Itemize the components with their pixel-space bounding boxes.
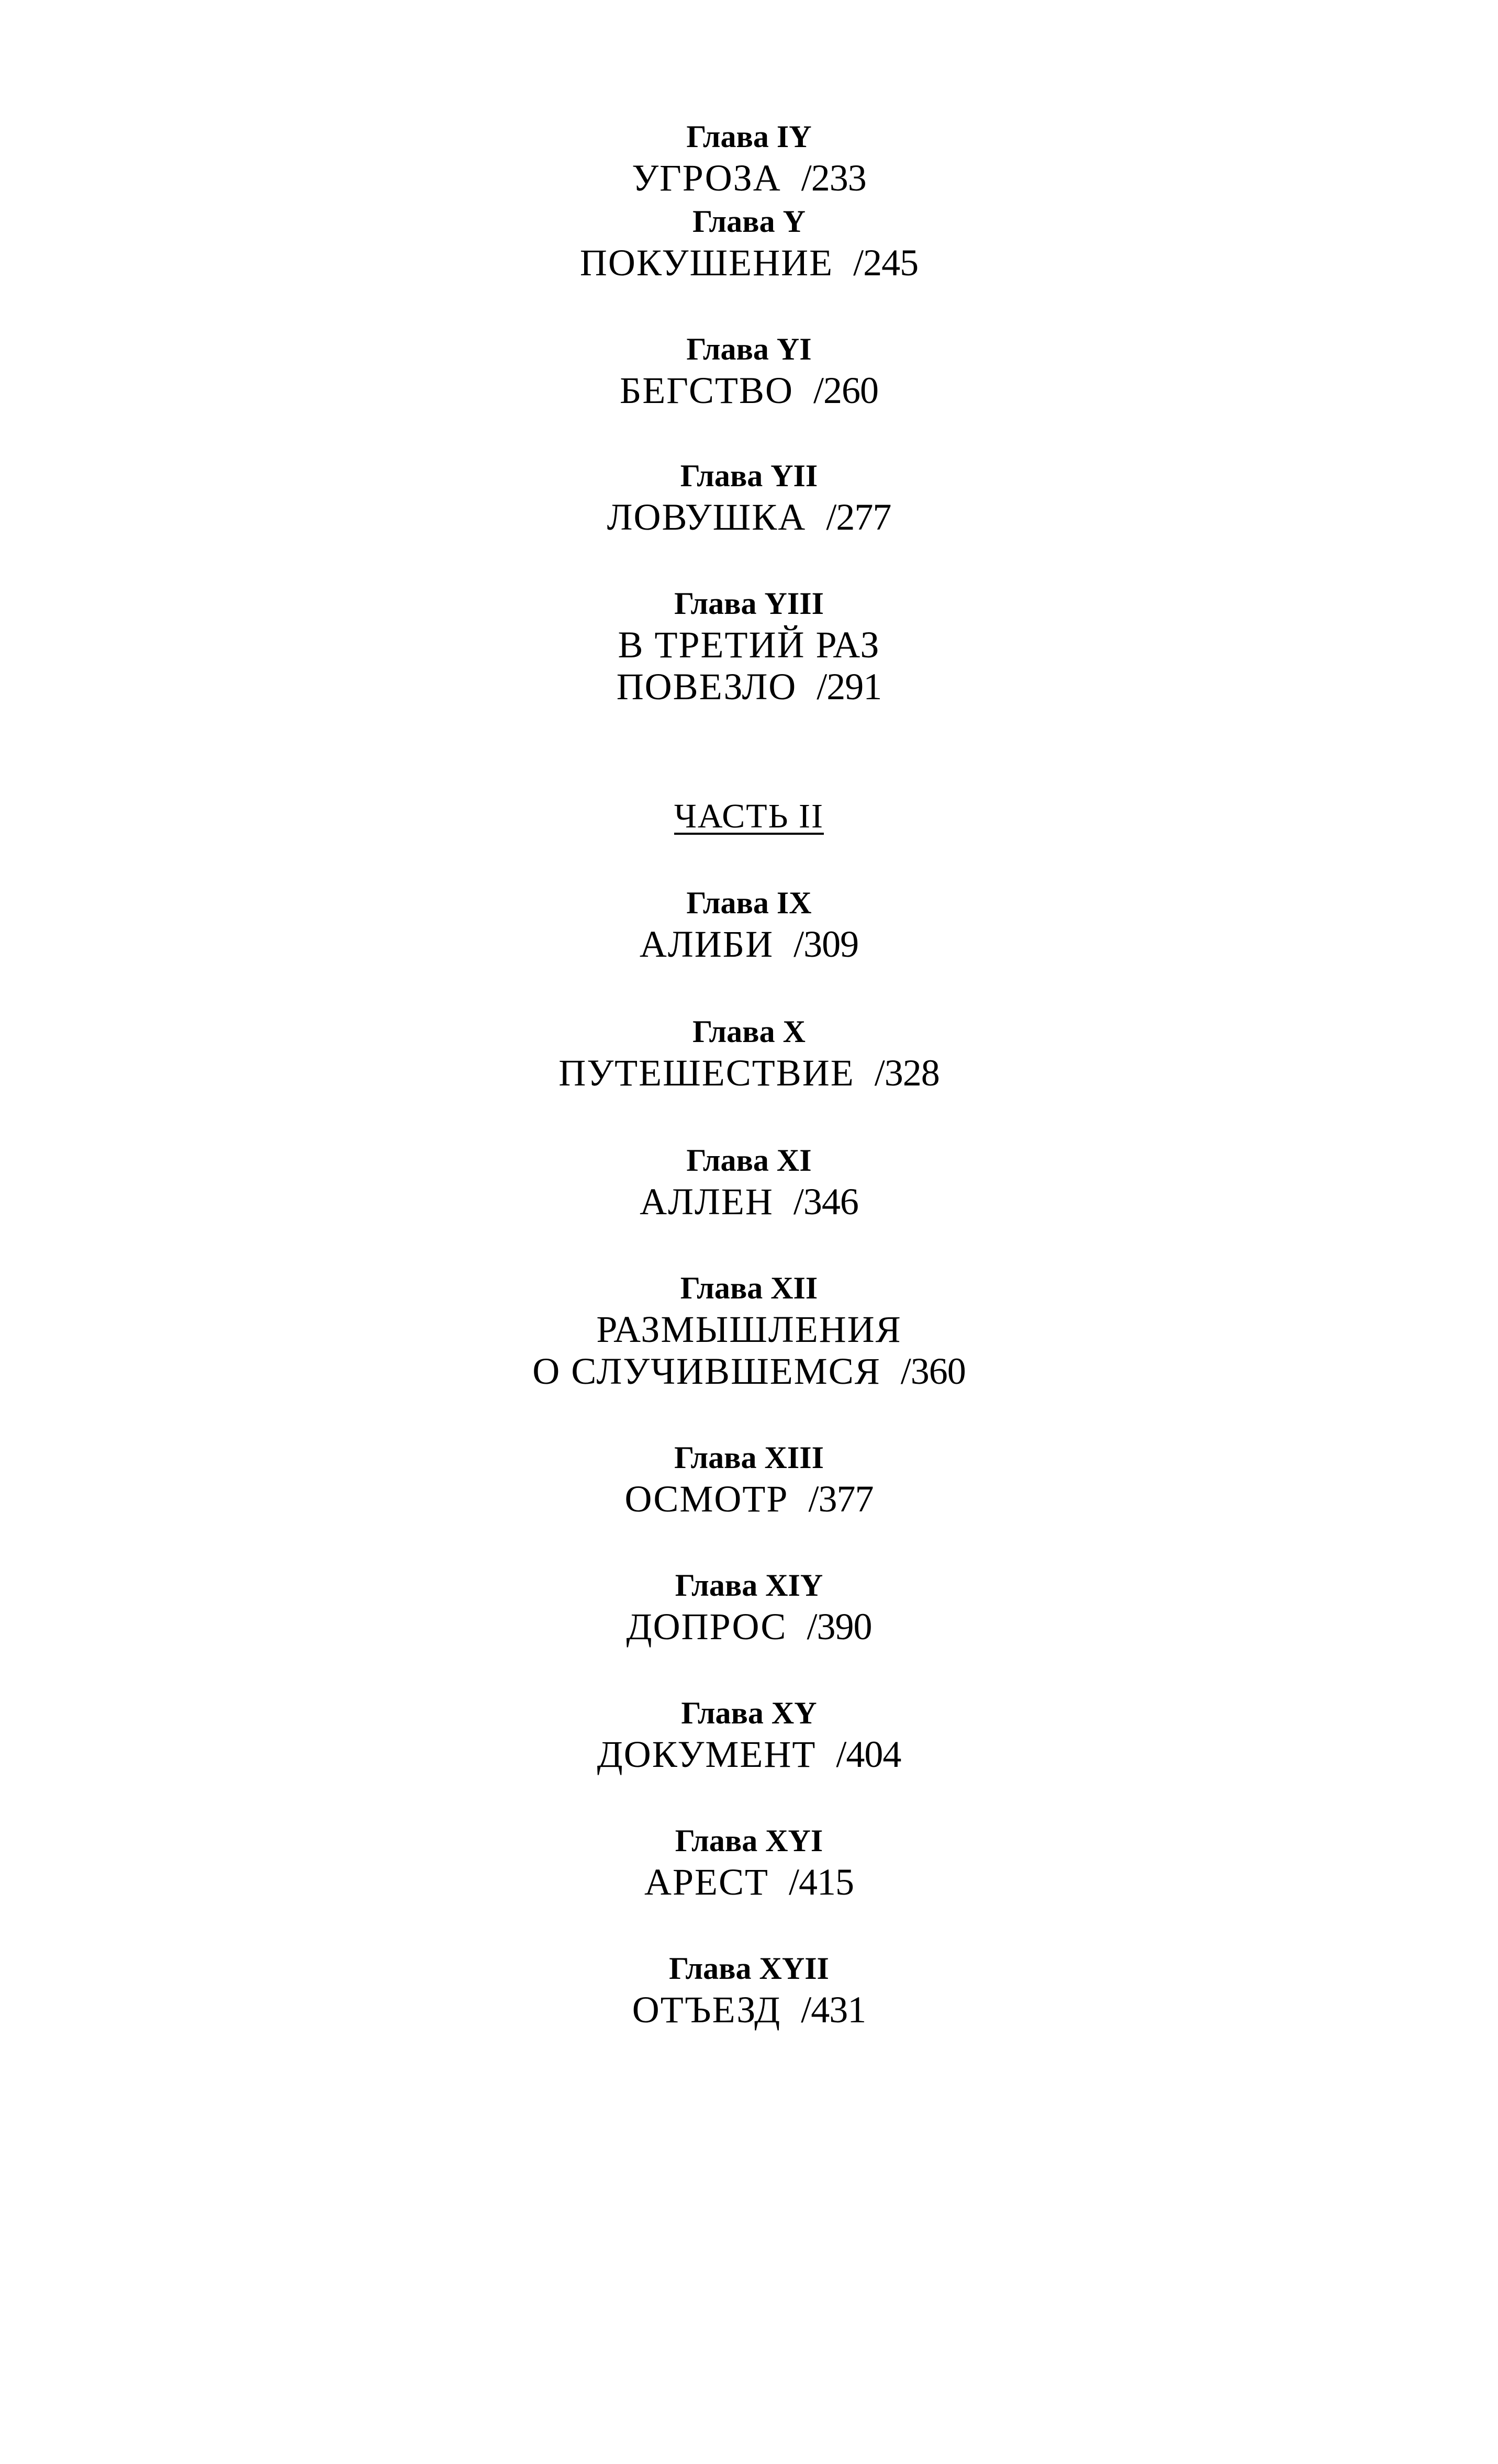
chapter-title: ОТЪЕЗД xyxy=(632,1989,781,2031)
chapter-number: Глава XY xyxy=(681,1696,817,1730)
chapter-title-line xyxy=(0,923,1498,965)
page-number: /415 xyxy=(789,1861,854,1903)
page-number: /309 xyxy=(793,923,859,965)
page-number: /404 xyxy=(836,1733,901,1775)
page-number: /390 xyxy=(807,1606,872,1648)
chapter-title-first-line: В ТРЕТИЙ РАЗ xyxy=(618,624,880,666)
chapter-title: ПОВЕЗЛО xyxy=(616,666,797,708)
chapter-number: Глава XIII xyxy=(674,1440,824,1475)
chapter-title: АРЕСТ xyxy=(644,1861,769,1903)
chapter-title-line xyxy=(0,1733,1498,1775)
chapter-title: УГРОЗА xyxy=(632,157,781,199)
page-number: /328 xyxy=(874,1052,940,1094)
chapter-number: Глава IY xyxy=(686,119,812,154)
page-number: /260 xyxy=(813,369,879,411)
chapter-title-first-line: РАЗМЫШЛЕНИЯ xyxy=(596,1308,902,1350)
page-number: /245 xyxy=(853,242,919,284)
page-number: /346 xyxy=(793,1181,858,1223)
toc-entry-chapter-9 xyxy=(0,882,1498,965)
page-number: /233 xyxy=(801,157,866,199)
chapter-title-line xyxy=(0,242,1498,284)
chapter-title: О СЛУЧИВШЕМСЯ xyxy=(532,1350,881,1392)
page-number: /277 xyxy=(826,496,891,538)
chapter-title-line xyxy=(0,496,1498,538)
chapter-title-line xyxy=(0,157,1498,199)
chapter-title-line xyxy=(0,1478,1498,1520)
chapter-number: Глава XYI xyxy=(675,1823,823,1858)
chapter-title: АЛИБИ xyxy=(639,923,774,965)
chapter-number: Глава XIY xyxy=(675,1568,823,1603)
chapter-number: Глава XI xyxy=(686,1143,812,1178)
page-number: /377 xyxy=(808,1478,874,1520)
chapter-title: ДОПРОС xyxy=(626,1606,787,1648)
page-number: /291 xyxy=(817,666,882,708)
toc-entry-chapter-10 xyxy=(0,1011,1498,1094)
chapter-title-line xyxy=(0,1350,1498,1392)
chapter-number: Глава Y xyxy=(692,204,806,239)
chapter-title: БЕГСТВО xyxy=(619,369,793,411)
chapter-title: ЛОВУШКА xyxy=(607,496,807,538)
chapter-title-line xyxy=(0,1989,1498,2031)
chapter-title-line xyxy=(0,1606,1498,1648)
toc-entry-chapter-6 xyxy=(0,329,1498,411)
chapter-number: Глава XII xyxy=(680,1271,818,1305)
toc-entry-chapter-14 xyxy=(0,1565,1498,1648)
chapter-title: ОСМОТР xyxy=(624,1478,789,1520)
chapter-title-line xyxy=(0,1052,1498,1094)
page-number: /431 xyxy=(801,1989,866,2031)
chapter-title: ДОКУМЕНТ xyxy=(597,1733,817,1775)
toc-entry-chapter-15 xyxy=(0,1693,1498,1775)
chapter-number: Глава YIII xyxy=(674,586,824,621)
toc-entry-chapter-13 xyxy=(0,1437,1498,1520)
chapter-title-line xyxy=(0,1181,1498,1223)
chapter-title-line xyxy=(0,666,1498,708)
chapter-number: Глава YII xyxy=(680,458,818,493)
toc-entry-chapter-16 xyxy=(0,1820,1498,1903)
part-heading xyxy=(0,796,1498,837)
chapter-title: АЛЛЕН xyxy=(640,1181,774,1223)
toc-entry-chapter-11 xyxy=(0,1140,1498,1223)
chapter-number: Глава YI xyxy=(686,332,812,366)
chapter-number: Глава IX xyxy=(686,886,812,920)
chapter-title: ПОКУШЕНИЕ xyxy=(579,242,834,284)
page-number: /360 xyxy=(900,1350,966,1392)
toc-entry-chapter-8 xyxy=(0,583,1498,708)
chapter-title-line xyxy=(0,1861,1498,1903)
part-title: ЧАСТЬ II xyxy=(674,797,824,835)
toc-entry-chapter-7 xyxy=(0,455,1498,538)
chapter-title: ПУТЕШЕСТВИЕ xyxy=(558,1052,855,1094)
toc-entry-chapter-4 xyxy=(0,116,1498,199)
chapter-number: Глава X xyxy=(692,1014,806,1049)
chapter-title-line xyxy=(0,369,1498,411)
toc-entry-chapter-17 xyxy=(0,1948,1498,2031)
chapter-number: Глава XYII xyxy=(669,1951,829,1986)
toc-entry-chapter-12 xyxy=(0,1268,1498,1392)
toc-entry-chapter-5 xyxy=(0,201,1498,284)
